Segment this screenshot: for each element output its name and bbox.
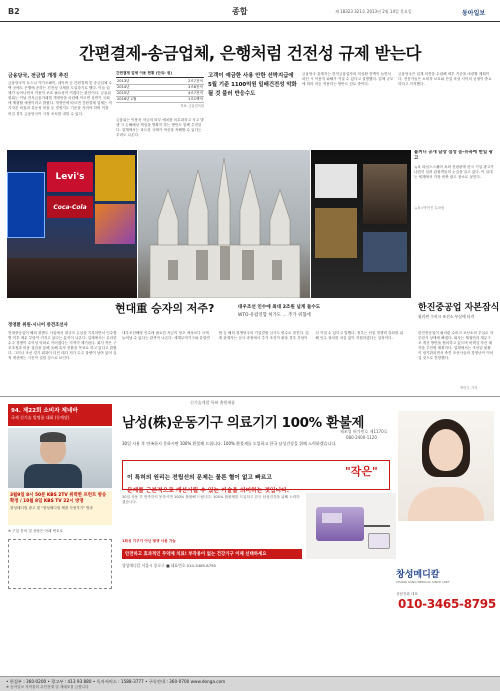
ad-tv-info	[8, 491, 112, 525]
claim-pre: 이 특허의 원리는 전립선의 문제는 물론 혈이 없고 빠르고	[127, 475, 272, 481]
story4-subhead: 필리핀 수비크 조선소 부실에 타격	[418, 314, 475, 319]
ad-contact-note: ※ 구입 문의 및 상담은 아래 번호로	[8, 529, 63, 533]
ad-bottom-banner: 안전하고 효과적인 무약제 치료! 부작용이 없는 건강기구 이제 선택하세요	[122, 549, 302, 559]
story1-body2: 금융위는 이용자 자금의 외부 예치를 의무화하고 사고 발생 시 손해배상 책임을 명확히 하는 방안도 함께 추진한다. 업계에서는 과도한 규제가 혁신을 저해할 수 있다는 우려도 나온다.	[116, 118, 204, 138]
caption-credit: 뉴욕=박현진 특파원	[414, 206, 445, 210]
claim-post: 문제를 근본적으로 개선시킬 수 있는 기술을 의미하는 것입니다.	[127, 488, 289, 494]
billboard-blue	[7, 172, 45, 238]
ad-intro: 30일 사용 후 만족하지 못하시면 100% 환불해 드립니다. 100% 환불제를 도입하고 한국 남성건강을 위해 노력하겠습니다.	[122, 441, 337, 446]
story1-table	[116, 71, 204, 115]
story1-body3: 금융당국 관계자는 전자금융업자의 미상환 잔액이 늘면서 파산 시 이용자 피해가 커질 수 있다고 설명했다. 업체 규모에 따라 차등 적용하는 방안도 검토 중이다.	[302, 72, 394, 87]
award-banner	[8, 404, 112, 426]
billboard-ad-3	[315, 208, 357, 258]
story1-pull-quote: 고객이 예금한 사용 안한 선박지급에 5월 기준 1100억원 일배건전성 악화될 것 불러 반응수도	[208, 73, 297, 97]
ad-body-copy: 30일 사용 후 만족하지 못하시면 100% 환불해 드립니다. 100% 환불제를 도입하고 한국 남성건강을 위해 노력하겠습니다.	[122, 495, 300, 505]
times-square-photo-right	[311, 150, 411, 298]
model-photo	[398, 411, 494, 521]
table-row: 2015년 4조7천억	[117, 91, 203, 95]
story2-byline: 정영환 위원·시니어 중견조선사	[8, 323, 68, 328]
cathedral-illustration	[138, 150, 310, 298]
billboard-yellow	[95, 155, 135, 201]
coke-sign: Coca-Cola	[47, 196, 93, 218]
ad-tag: 신기술개발 특허 출원제품	[190, 400, 236, 405]
date-info: 제 18323 321호 2013년 2월 14일 목요일	[335, 9, 412, 14]
model-face	[429, 429, 463, 471]
billboard-ad-1	[315, 164, 357, 198]
model-shoulders	[408, 487, 484, 521]
brand-small-label: 상담전화 대표	[396, 592, 418, 596]
story4-headline: 한진중공업 자본잠식	[418, 303, 500, 313]
table-row: 2013년 2조7천억	[117, 79, 203, 83]
story1-body4: 금융당국은 업계 의견을 수렴해 세부 기준을 마련할 계획이다. 전문가들은 소비자 보호와 산업 육성 사이의 균형이 중요하다고 지적했다.	[398, 72, 492, 87]
ad-phone-big: 010-3465-8795	[398, 597, 496, 611]
claim-highlight: "작은"	[345, 465, 378, 478]
times-square-photo-left	[7, 150, 137, 298]
device-panel	[322, 513, 342, 523]
section-label: 종합	[232, 7, 248, 16]
billboard-ad-4	[363, 232, 407, 272]
table-note: 자료: 금융감독원	[180, 104, 204, 108]
story3-subhead: WTO·유럽연합 허가도 … 추가 위협에	[238, 313, 311, 318]
billboard-screen	[95, 204, 135, 244]
table-row: 2014년 3조8천억	[117, 85, 203, 89]
caption-body: 뉴욕 타임스스퀘어 옥외 전광판에 한국 기업 광고가 나란히 걸려 관광객들의 눈길을 끌고 있다. 이 일대는 세계에서 가장 비싼 광고 장소로 꼽힌다.	[414, 165, 494, 180]
street-crowd	[7, 258, 137, 298]
story4-body: 한진중공업이 필리핀 수비크 조선소의 부실로 자본잠식 상태에 빠졌다. 회사는 채권단과 재무구조 개선 방안을 협의하고 있으며 비핵심 자산 매각을 추진할 계획이다. 업계에서는 조선업 불황이 장기화되면서 중견 조선사들의 경영난이 이어질 것으로 전망했다.	[418, 331, 494, 361]
ad-price-note: 1회성 기구가 아닌 평생 사용 가능	[122, 539, 176, 543]
award-line2: 국제 신기술 발명품 대회 (동메달)	[11, 415, 70, 420]
device-base	[368, 533, 390, 549]
story3-body: 대우조선해양 인수에 필요한 자금이 당초 예상보다 크게 늘어날 수 있다는 관측이 나온다. 세계무역기구와 유럽연합 등 해외 경쟁당국의 기업결합 심사도 변수로 꼽힌다. 업계 관계자는 심사 과정에서 추가 조건이 붙을 경우 부담이 더 커질 수 있다고 말했다. 정부는 산업 경쟁력 강화를 위해 인수 절차를 차질 없이 지원하겠다는 입장이다.	[122, 331, 404, 341]
ad-address-line: 창성메디칼 서울시 종로구 ■ 대표번호 010-3465-8795	[122, 563, 216, 568]
main-headline: 간편결제-송금업체, 은행처럼 건전성 규제 받는다	[79, 44, 421, 63]
story1-kicker: 금융당국, 전금법 개정 추진	[8, 73, 69, 79]
brand-name: 창성메디칼	[396, 570, 440, 580]
brand-block	[396, 567, 496, 589]
footer-bar	[0, 676, 500, 691]
advertisement	[0, 396, 500, 676]
device-cable	[364, 525, 390, 527]
caption-title: 불꺼니 공개 담장 심성 돋-뉴욕에 한일 광고	[414, 150, 493, 161]
product-device-image	[306, 493, 396, 559]
ad-coupon-box	[8, 539, 112, 589]
footer-notice: ※ 동아일보 저작물의 무단전재 및 재배포를 금합니다	[6, 685, 89, 689]
spokesperson-photo	[8, 428, 112, 488]
brand-sub: CHANG SUNG MEDICAL SINCE 1987	[396, 580, 450, 584]
cathedral-photo	[138, 150, 310, 298]
masthead	[0, 0, 500, 22]
table-title: 간편결제 업체 이용 현황 (단위: 원)	[116, 71, 204, 78]
tv-note: 창성메디컬 광고 및 "창성메디컬 제품 사용후기" 방송	[10, 506, 94, 510]
story1-body: 금융당국이 토스나 카카오페이, 네이버 등 간편결제 및 송금업체 수백 곳에도 은행에 준하는 건전성 규제를 도입하기로 했다. 이들 업체가 늘어나면서 이용자 보호 필요성이 커졌다는 판단이다. 금융위원회는 이날 전자금융거래법 개정안을 마련해 이르면 상반기 국회에 제출할 예정이라고 밝혔다. 개정안에 따르면 간편결제 업체는 자기자본 비율과 유동성 비율 등 경영지도 기준을 지켜야 하며 이를 어길 경우 금융당국이 시정 조치를 내릴 수 있다.	[8, 81, 112, 116]
footer-text: • 편집부 : 360-0200 • 광고부 : 413 93 880 • 독자서비스 : 1588-3777 • 구독안내 : 360-0700 www.donga.com	[6, 679, 226, 684]
paper-name: 동아일보	[462, 10, 486, 17]
ad-claim-banner	[122, 460, 390, 494]
levis-sign: Levi's	[47, 162, 93, 192]
data-table	[116, 79, 204, 103]
man-suit	[24, 464, 82, 488]
story3-headline: 대우조선 인수에 최대 2조원 넘게 들수도	[238, 305, 321, 310]
table-row: 2016년 1월 1조1백억	[117, 97, 203, 101]
award-line1: 94. 제22회 소비자 제네바	[11, 408, 78, 414]
story4-credit: 박민우 기자	[460, 386, 478, 390]
man-hair	[40, 432, 66, 442]
page-number: B2	[8, 7, 20, 16]
story2-body: 현대중공업이 해외 플랜트 사업에서 대규모 손실을 기록하면서 인수합병 이후 재무 부담이 커지고 있다는 분석이 나온다. 업계에서는 무리한 수주 경쟁이 수익성 악화로 이어졌다는 지적이 제기된다. 회사 측은 구조조정과 비용 절감을 통해 올해 흑자 전환을 목표로 하고 있다고 밝혔다. 그러나 조선 경기 회복이 더딘 데다 저가 수주 물량이 남아 있어 실적 개선에는 시간이 걸릴 것으로 보인다.	[8, 331, 117, 361]
ad-phone-small: 080-2400-1120	[346, 435, 377, 440]
ad-company-sub: 제조업 허가번호 제1170호	[340, 429, 388, 434]
billboard-ad-2	[363, 164, 407, 224]
ad-company-title: 남성(株)운동기구 의료기기 100% 환불제	[122, 415, 364, 431]
tv-info-text: 3월9일 8시 50분 KBS 2TV 위력한 프런트 방송 확정 / 10월 8일 KBS TV 22시 방영	[10, 493, 107, 504]
story2-headline: 현대重 승자의 저주?	[115, 302, 215, 315]
photo-caption	[414, 150, 496, 298]
